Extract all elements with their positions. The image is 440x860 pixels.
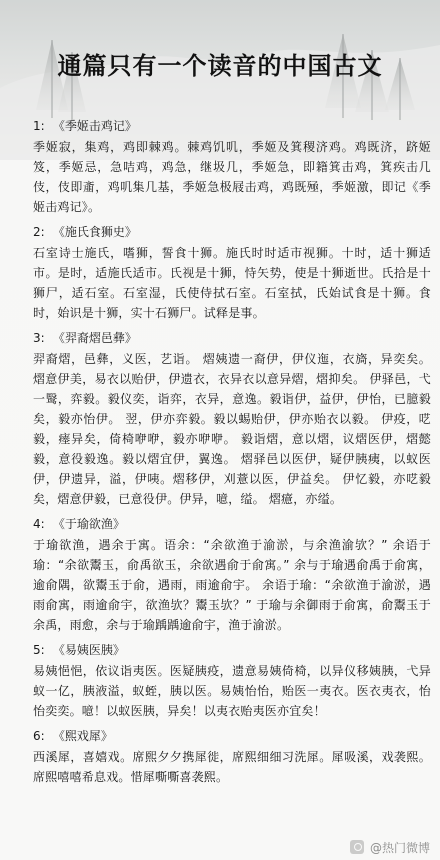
section-body: 羿裔熠，邑彝，义医，艺诣。 熠姨遗一裔伊，伊仪迤，衣旖，异奕矣。 熠意伊美，易衣以贻伊，伊遗衣，衣异衣以意异熠，熠抑矣。 伊驿邑，弋一鹥，弈毅。毅仪奕，诣弈，衣异，意逸。毅诣伊，益伊，伊怡，已臆毅矣，毅亦怡伊。 翌，伊亦弈毅。毅以蜴贻伊，伊亦贻衣以毅。 伊疫，呓毅，瘗异矣，倚椅咿咿，毅亦咿咿。 毅诣熠，意以熠，议熠医伊，熠懿毅，意役毅逸。毅以熠宜伊，翼逸。 熠驿邑以医伊，疑伊胰痍，以蚁医伊，伊遗异，溢，伊咦。熠移伊，刈薏以医，伊益矣。 伊忆毅，亦呓毅矣，熠意伊毅，已意役伊。伊异，噫，缢。 熠癔，亦缢。 [33,352,431,506]
weibo-icon [350,840,364,854]
document-content [33,117,431,842]
section-body: 石室诗士施氏，嗜狮，誓食十狮。施氏时时适市视狮。十时，适十狮适市。是时，适施氏适市。氏视是十狮，恃矢势，使是十狮逝世。氏拾是十狮尸，适石室。石室湿，氏使侍拭石室。石室拭，氏始试食是十狮。食时，始识是十狮，实十石狮尸。试释是事。 [33,246,431,320]
section-heading: 《熙戏犀》 [52,729,113,743]
section-number: 2: [33,225,45,239]
section-number: 3: [33,331,45,345]
section-title [33,117,431,135]
section-body: 西溪犀，喜嬉戏。席熙夕夕携犀徙，席熙细细习洗犀。犀吸溪，戏袭熙。席熙嘻嘻希息戏。惜犀嘶嘶喜袭熙。 [33,750,431,784]
section-body: 季姬寂，集鸡，鸡即棘鸡。棘鸡饥叽，季姬及箕稷济鸡。鸡既济，跻姬笈，季姬忌，急咭鸡，鸡急，继圾几，季姬急，即籍箕击鸡，箕疾击几伎，伎即齑，鸡叽集几基，季姬急极屐击鸡，鸡既殛，季姬激，即记《季姬击鸡记》。 [33,140,431,214]
section-number: 1: [33,119,45,133]
section-6 [33,727,431,787]
section-heading: 《易姨医胰》 [52,643,125,657]
section-3 [33,329,431,509]
watermark-text: @热门微博 [369,840,430,855]
section-number: 4: [33,517,45,531]
section-title [33,329,431,347]
watermark [350,838,430,856]
section-heading: 《施氏食狮史》 [52,225,137,239]
section-heading: 《季姬击鸡记》 [52,119,137,133]
section-number: 5: [33,643,45,657]
document-title: 通篇只有一个读音的中国古文 [57,52,383,80]
section-heading: 《于瑜欲渔》 [52,517,125,531]
section-title [33,515,431,533]
section-body: 于瑜欲渔，遇余于寓。语余：“余欲渔于渝淤，与余渔渝欤？” 余语于瑜：“余欲鬻玉，俞禹欲玉，余欲遇俞于俞寓。” 余与于瑜遇俞禹于俞寓，逾俞隅，欲鬻玉于俞，遇雨，雨逾俞宇。 余语于瑜：“余欲渔于渝淤，遇雨俞寓，雨逾俞宇，欲渔欤？鬻玉欤？” 于瑜与余御雨于俞寓，俞鬻玉于余禹，雨愈，余与于瑜踽踽逾俞宇，渔于渝淤。 [33,538,431,632]
section-title [33,727,431,745]
section-4 [33,515,431,635]
section-5 [33,641,431,721]
section-heading: 《羿裔熠邑彝》 [52,331,137,345]
section-body: 易姨悒悒，依议诣夷医。医疑胰疫，遗意易姨倚椅，以异仪移姨胰，弋异蚁一亿，胰液溢，蚁蛭，胰以医。易姨怡怡，贻医一夷衣。医衣夷衣，怡怡奕奕。噫！以蚁医胰，异矣！以夷衣贻夷医亦宜矣！ [33,664,431,718]
section-number: 6: [33,729,45,743]
section-title [33,641,431,659]
section-2 [33,223,431,323]
section-1 [33,117,431,217]
section-title [33,223,431,241]
